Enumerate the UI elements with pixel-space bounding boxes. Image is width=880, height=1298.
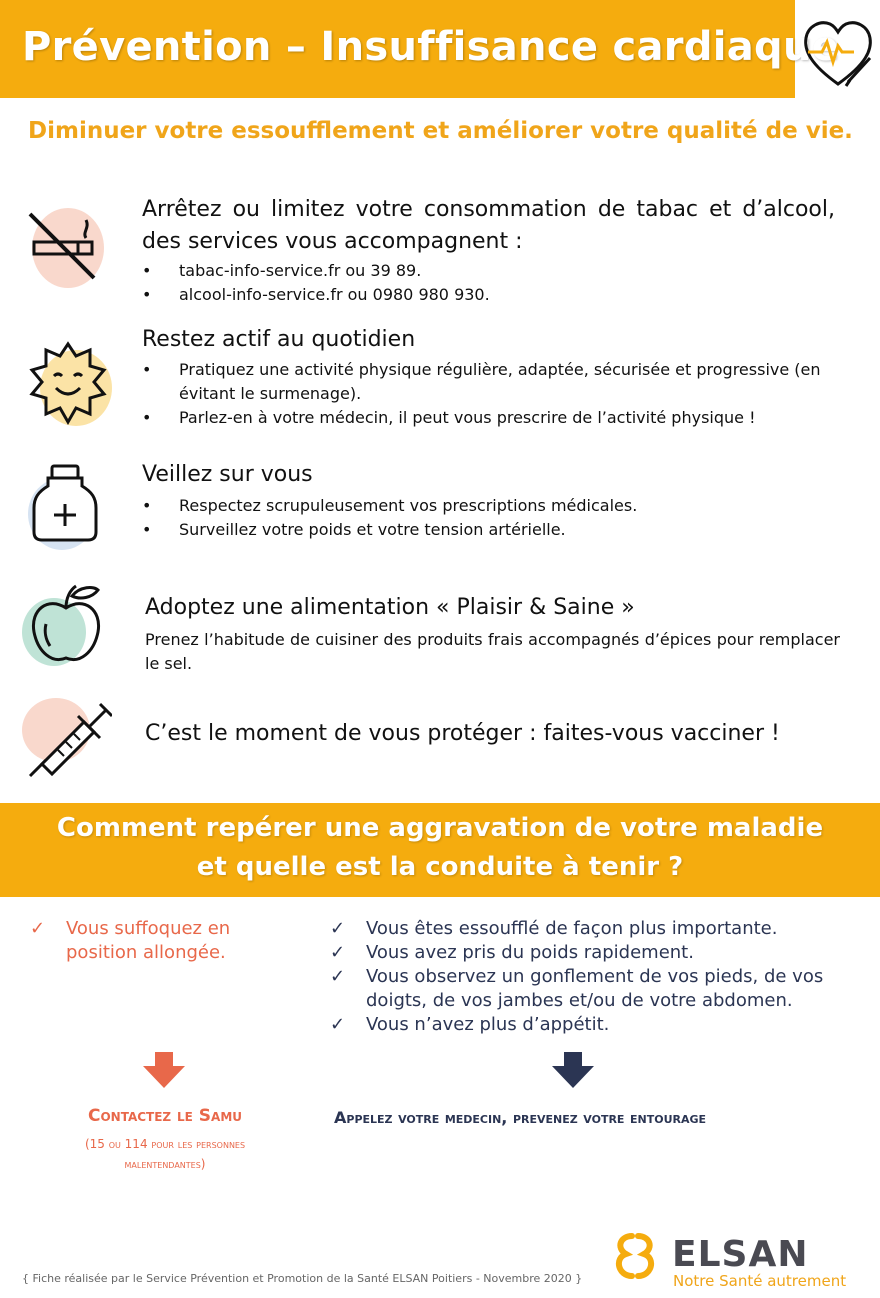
smiling-sun-icon: [20, 336, 116, 432]
warning-check-list: [330, 917, 830, 1037]
section-text-alimentation: Prenez l’habitude de cuisiner des produits frais accompagnés d’épices pour remplacer le sel.: [145, 630, 840, 673]
no-smoking-icon: [16, 198, 112, 294]
syringe-icon: [16, 690, 112, 786]
cta-samu-note: (15 ou 114 pour les personnes malentendantes): [84, 1137, 246, 1171]
section-title-tabac: Arrêtez ou limitez votre consommation de tabac et d’alcool, des services vous accompagnent :: [142, 197, 835, 254]
banner-line-2: et quelle est la conduite à tenir ?: [196, 852, 684, 882]
brand-tagline: Notre Santé autrement: [673, 1272, 847, 1290]
check-icon: ✓: [330, 942, 346, 963]
list-item: • alcool-info-service.fr ou 0980 980 930.: [142, 283, 842, 307]
emergency-check-list: [30, 917, 250, 965]
elsan-logo-icon: [612, 1232, 658, 1280]
section-title-veillez: Veillez sur vous: [142, 462, 313, 487]
bullet-list-tabac: [142, 259, 842, 307]
list-item: ✓ Vous observez un gonflement de vos pieds, de vos doigts, de vos jambes et/ou de votre abdomen.: [330, 966, 824, 1011]
check-icon: ✓: [330, 966, 346, 987]
arrow-down-orange-icon: [143, 1052, 185, 1088]
list-item: • Pratiquez une activité physique régulière, adaptée, sécurisée et progressive (en évitant le surmenage).: [142, 358, 842, 406]
check-icon: ✓: [330, 1014, 346, 1035]
cta-call-doctor: Appelez votre medecin, prevenez votre entourage: [334, 1108, 707, 1127]
list-item: • tabac-info-service.fr ou 39 89.: [142, 259, 842, 283]
check-icon: ✓: [30, 918, 46, 939]
section-title-alimentation: Adoptez une alimentation « Plaisir & Saine »: [145, 595, 635, 620]
bullet-list-actif: [142, 358, 842, 430]
medicine-jar-icon: [18, 458, 114, 554]
arrow-down-navy-icon: [552, 1052, 594, 1088]
list-item: • Respectez scrupuleusement vos prescriptions médicales.: [142, 494, 842, 518]
page-title: Prévention – Insuffisance cardiaque: [22, 24, 840, 70]
bullet-list-veillez: [142, 494, 842, 542]
list-item: ✓ Vous n’avez plus d’appétit.: [330, 1014, 610, 1035]
apple-icon: [18, 576, 114, 672]
list-item: ✓ Vous suffoquez en position allongée.: [30, 918, 231, 963]
banner-line-1: Comment repérer une aggravation de votre maladie: [56, 813, 824, 843]
section-title-vaccin: C’est le moment de vous protéger : faites-vous vacciner !: [145, 721, 780, 746]
check-icon: ✓: [330, 918, 346, 939]
subtitle: Diminuer votre essoufflement et améliorer votre qualité de vie.: [28, 118, 853, 144]
section-title-actif: Restez actif au quotidien: [142, 327, 416, 352]
list-item: • Surveillez votre poids et votre tension artérielle.: [142, 518, 842, 542]
list-item: • Parlez-en à votre médecin, il peut vous prescrire de l’activité physique !: [142, 406, 842, 430]
list-item: ✓ Vous avez pris du poids rapidement.: [330, 942, 694, 963]
brand-name: ELSAN: [672, 1234, 809, 1275]
list-item: ✓ Vous êtes essoufflé de façon plus importante.: [330, 918, 778, 939]
heart-pulse-pen-icon: [800, 14, 876, 92]
footer-note: { Fiche réalisée par le Service Prévention et Promotion de la Santé ELSAN Poitiers - Novembre 2020 }: [22, 1272, 583, 1285]
cta-contact-samu: Contactez le Samu: [87, 1106, 243, 1126]
